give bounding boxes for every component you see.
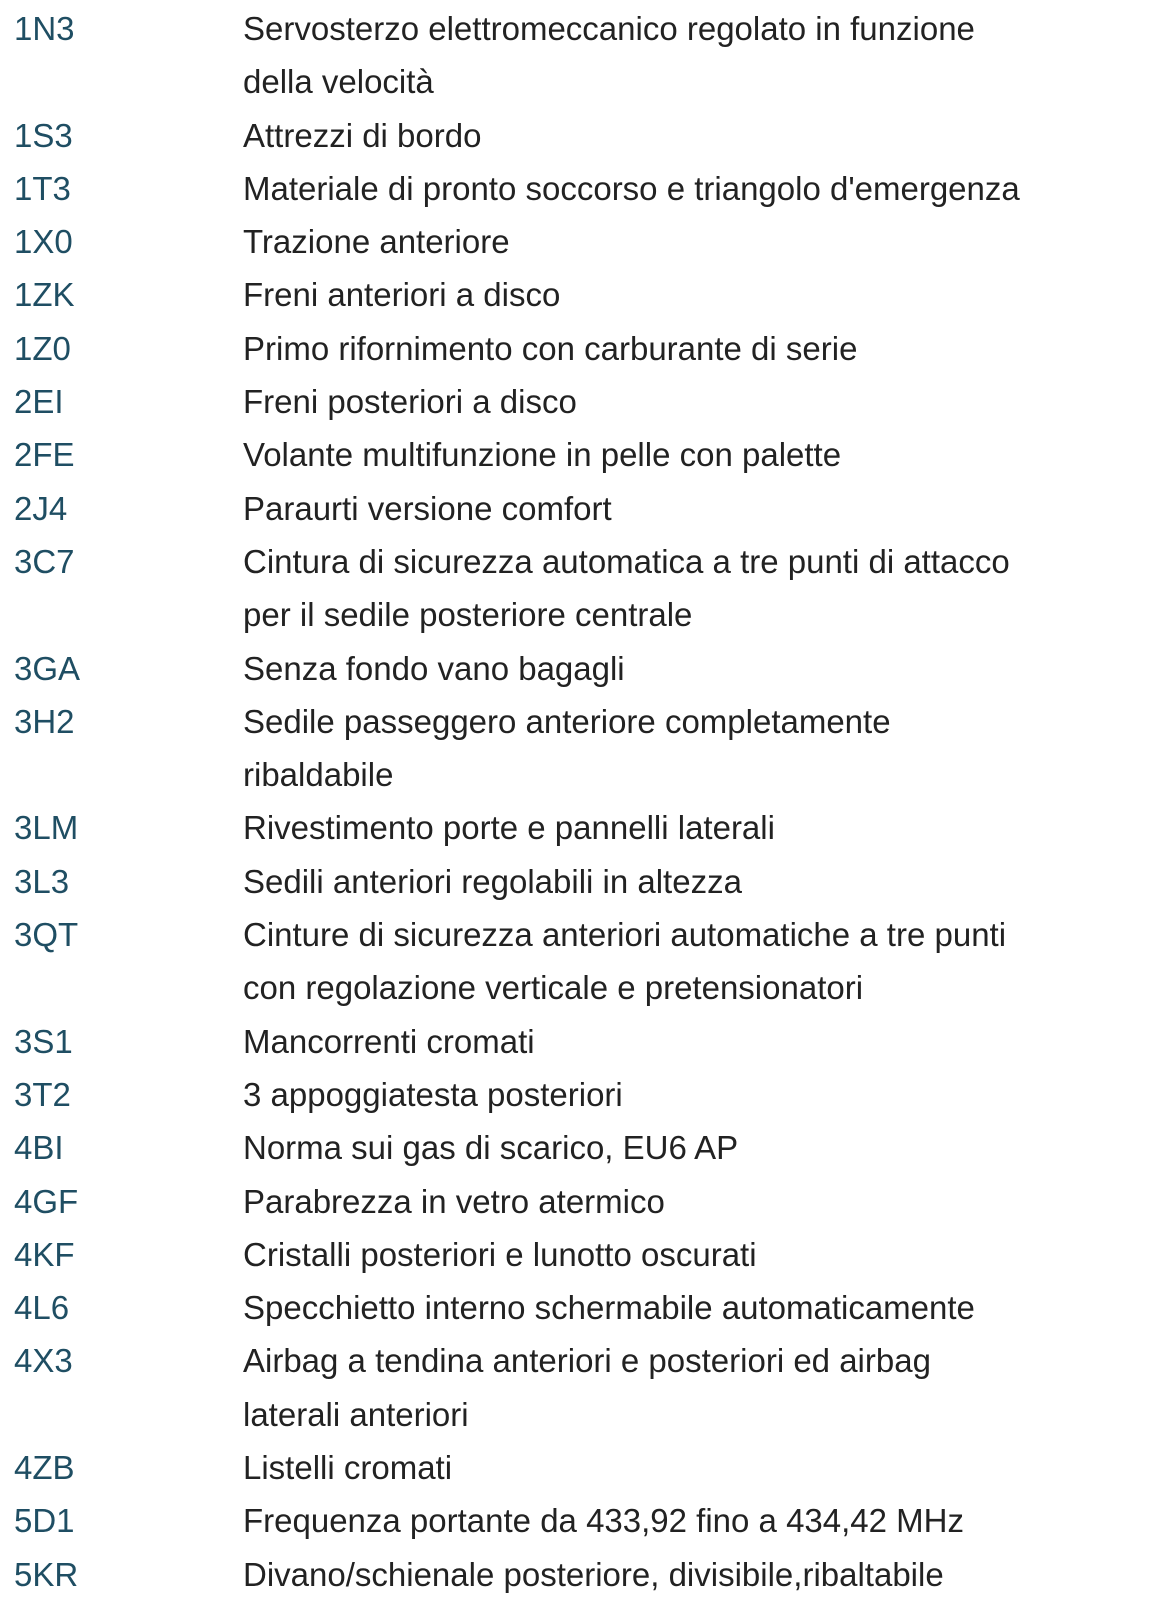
- option-code: 4GF: [14, 1182, 79, 1220]
- option-description: Mancorrenti cromati: [243, 1022, 535, 1060]
- option-code: 3S1: [14, 1022, 73, 1060]
- list-item: [0, 375, 1170, 428]
- option-description: Trazione anteriore: [243, 223, 510, 261]
- option-code: 1ZK: [14, 276, 75, 314]
- option-code: 1X0: [14, 223, 73, 261]
- list-item: [0, 1494, 1170, 1547]
- option-description: Cintura di sicurezza automatica a tre punti di attacco per il sedile posteriore centrale: [243, 542, 1010, 634]
- list-item: [0, 482, 1170, 535]
- option-description: Paraurti versione comfort: [243, 489, 612, 527]
- list-item: [0, 1281, 1170, 1334]
- list-item: [0, 1175, 1170, 1228]
- list-item: [0, 322, 1170, 375]
- list-item: [0, 908, 1170, 1015]
- list-item: [0, 1068, 1170, 1121]
- list-item: [0, 1441, 1170, 1494]
- option-description: Cristalli posteriori e lunotto oscurati: [243, 1235, 757, 1273]
- option-code: 4L6: [14, 1289, 70, 1327]
- option-description: Listelli cromati: [243, 1449, 453, 1487]
- list-item: [0, 855, 1170, 908]
- list-item: [0, 642, 1170, 695]
- option-code: 3H2: [14, 702, 75, 740]
- list-item: [0, 1015, 1170, 1068]
- option-code: 4ZB: [14, 1449, 75, 1487]
- option-code: 4BI: [14, 1129, 64, 1167]
- option-description: Airbag a tendina anteriori e posteriori ed airbag laterali anteriori: [243, 1342, 931, 1433]
- option-code: 2EI: [14, 383, 64, 421]
- option-code: 3T2: [14, 1075, 71, 1113]
- option-code: 1N3: [14, 10, 75, 47]
- option-code: 2FE: [14, 436, 75, 474]
- list-item: [0, 268, 1170, 321]
- list-item: [0, 215, 1170, 268]
- option-description: Sedili anteriori regolabili in altezza: [243, 862, 742, 900]
- option-description: Attrezzi di bordo: [243, 116, 482, 154]
- option-code: 1Z0: [14, 329, 71, 367]
- option-description: Servosterzo elettromeccanico regolato in funzione della velocità: [243, 10, 975, 101]
- list-item: [0, 801, 1170, 854]
- option-code: 4X3: [14, 1342, 73, 1380]
- option-description: Norma sui gas di scarico, EU6 AP: [243, 1129, 739, 1167]
- option-description: Specchietto interno schermabile automaticamente: [243, 1289, 975, 1327]
- option-description: Freni posteriori a disco: [243, 383, 577, 421]
- option-code: 3GA: [14, 649, 81, 687]
- option-description: Rivestimento porte e pannelli laterali: [243, 809, 775, 847]
- option-code: 1T3: [14, 169, 71, 207]
- option-description: Divano/schienale posteriore, divisibile,ribaltabile: [243, 1555, 944, 1593]
- list-item: [0, 1121, 1170, 1174]
- option-code: 2J4: [14, 489, 68, 527]
- option-description: Freni anteriori a disco: [243, 276, 561, 314]
- option-description: Primo rifornimento con carburante di serie: [243, 329, 858, 367]
- list-item: [0, 695, 1170, 802]
- option-code: 3C7: [14, 542, 75, 580]
- list-item: [0, 162, 1170, 215]
- option-description: 3 appoggiatesta posteriori: [243, 1075, 623, 1113]
- option-description: Senza fondo vano bagagli: [243, 649, 625, 687]
- list-item: [0, 109, 1170, 162]
- option-code: 5D1: [14, 1502, 75, 1540]
- option-description: Sedile passeggero anteriore completamente ribaldabile: [243, 702, 891, 794]
- option-description: Frequenza portante da 433,92 fino a 434,42 MHz: [243, 1502, 964, 1540]
- list-item: [0, 1548, 1170, 1601]
- list-item: [0, 535, 1170, 642]
- list-item: [0, 428, 1170, 481]
- option-code: 1S3: [14, 116, 73, 154]
- option-code: 3LM: [14, 809, 79, 847]
- option-code: 5KR: [14, 1555, 79, 1593]
- option-description: Cinture di sicurezza anteriori automatiche a tre punti con regolazione verticale e pretensionatori: [243, 916, 1007, 1007]
- option-code: 3QT: [14, 916, 79, 954]
- option-description: Parabrezza in vetro atermico: [243, 1182, 665, 1220]
- option-code: 3L3: [14, 862, 70, 900]
- list-item: [0, 1228, 1170, 1281]
- option-description: Materiale di pronto soccorso e triangolo d'emergenza: [243, 169, 1020, 207]
- list-item: [0, 1334, 1170, 1441]
- option-description: Volante multifunzione in pelle con palette: [243, 436, 842, 474]
- option-code: 4KF: [14, 1235, 75, 1273]
- list-item: [0, 2, 1170, 109]
